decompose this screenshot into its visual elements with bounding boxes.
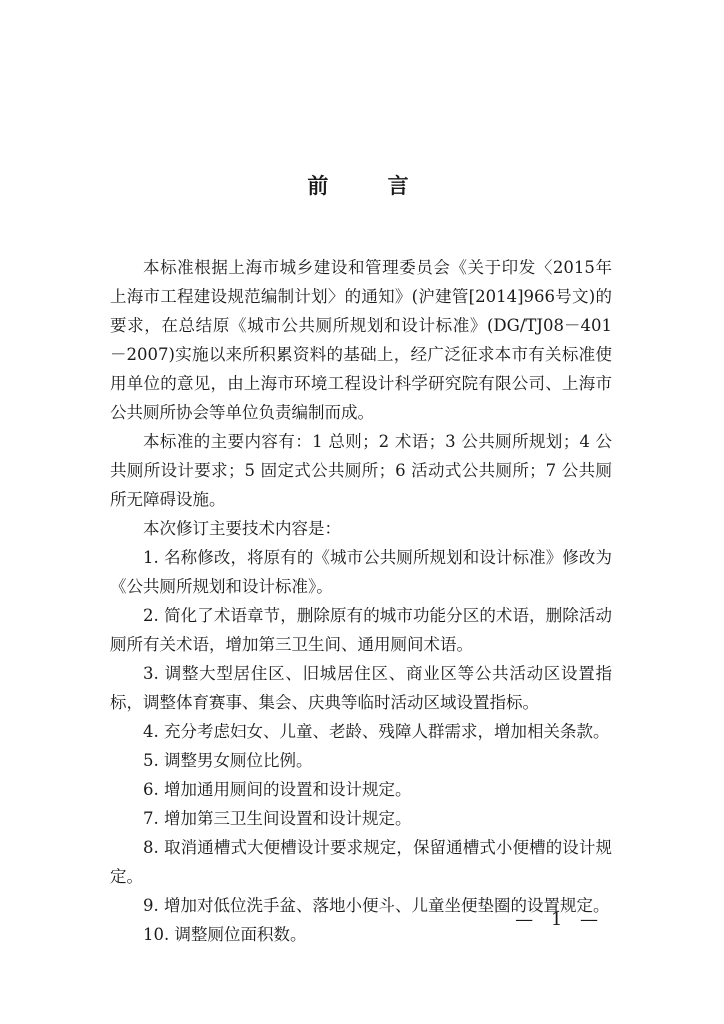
paragraph-contents: 本标准的主要内容有：1 总则；2 术语；3 公共厕所规划；4 公共厕所设计要求；5 固定式公共厕所；6 活动式公共厕所；7 公共厕所无障碍设施。 [110,432,612,509]
document-body [110,253,612,949]
revision-item-7: 7. 增加第三卫生间设置和设计规定。 [143,809,412,828]
revision-item-3: 3. 调整大型居住区、旧城居住区、商业区等公共活动区设置指标，调整体育赛事、集会、庆典等临时活动区域设置指标。 [110,664,612,712]
page-title: 前 言 [307,174,435,198]
paragraph-revisions-intro: 本次修订主要技术内容是： [143,519,341,538]
revision-item-5: 5. 调整男女厕位比例。 [143,751,313,770]
revision-item-6: 6. 增加通用厕间的设置和设计规定。 [143,780,412,799]
revision-item-9: 9. 增加对低位洗手盆、落地小便斗、儿童坐便垫圈的设置规定。 [143,896,610,915]
revision-item-1: 1. 名称修改，将原有的《城市公共厕所规划和设计标准》修改为《公共厕所规划和设计标准》。 [110,548,612,596]
revision-item-2: 2. 简化了术语章节，删除原有的城市功能分区的术语，删除活动厕所有关术语，增加第三卫生间、通用厕间术语。 [110,606,612,654]
page-number: — 1 — [515,909,604,930]
revision-item-4: 4. 充分考虑妇女、儿童、老龄、残障人群需求，增加相关条款。 [143,722,610,741]
paragraph-background: 本标准根据上海市城乡建设和管理委员会《关于印发〈2015年上海市工程建设规范编制计划〉的通知》(沪建管[2014]966号文)的要求，在总结原《城市公共厕所规划和设计标准》(DG/TJ08－401－2007)实施以来所积累资料的基础上，经广泛征求本市有关标准使用单位的意见，由上海市环境工程设计科学研究院有限公司、上海市公共厕所协会等单位负责编制而成。 [110,258,612,422]
revision-item-10: 10. 调整厕位面积数。 [143,925,307,944]
revision-item-8: 8. 取消通槽式大便槽设计要求规定，保留通槽式小便槽的设计规定。 [110,838,612,886]
